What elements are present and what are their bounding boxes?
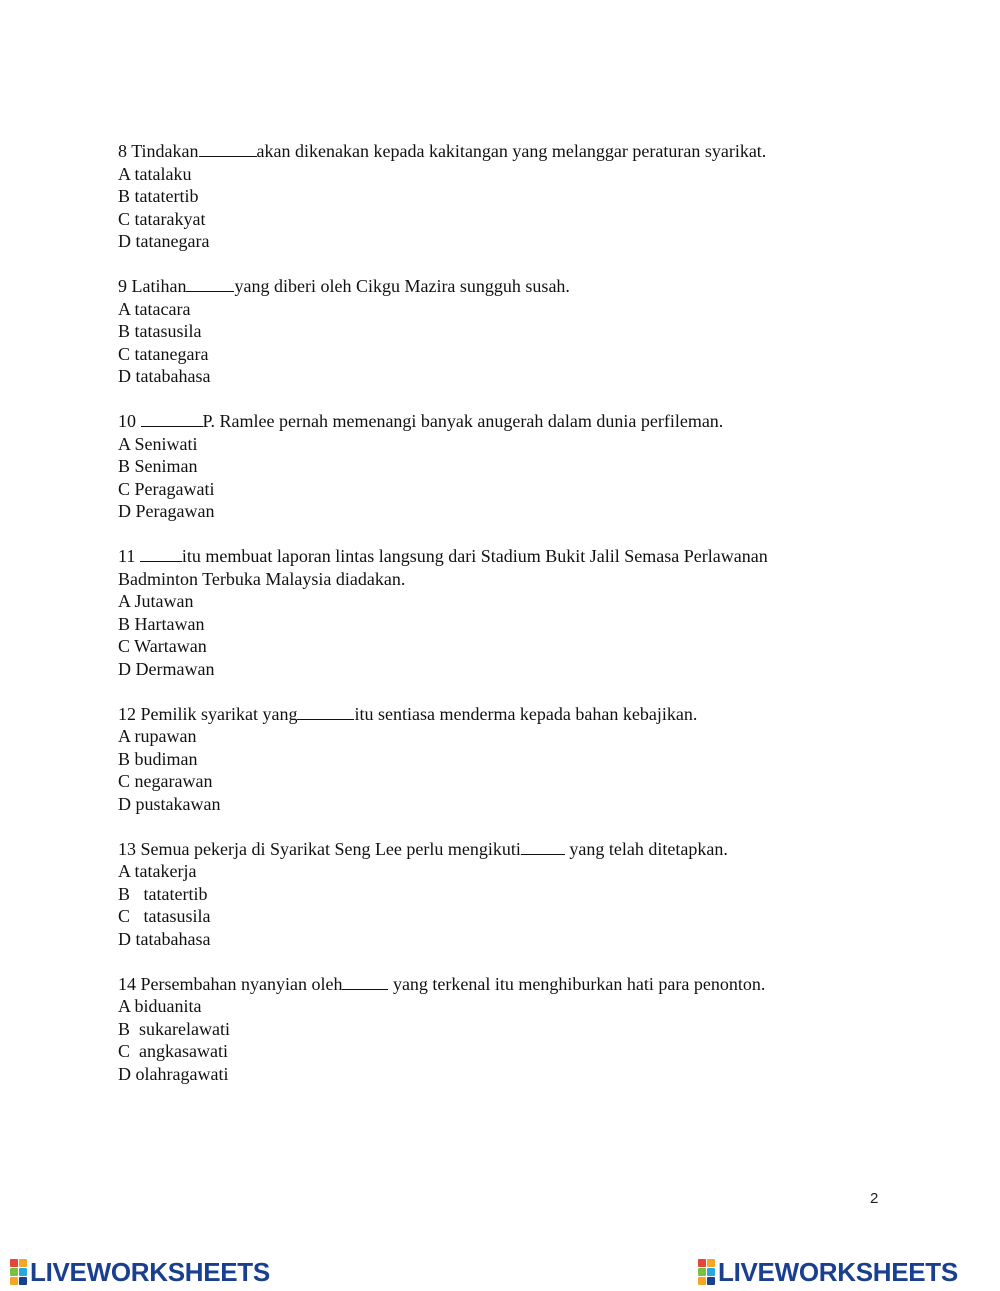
logo-square <box>10 1277 18 1285</box>
logo-square <box>707 1259 715 1267</box>
question-text-after-blank: itu membuat laporan lintas langsung dari Stadium Bukit Jalil Semasa Perlawanan <box>181 546 768 566</box>
answer-blank[interactable] <box>140 547 182 562</box>
logo-square <box>698 1268 706 1276</box>
liveworksheets-logo-icon <box>698 1259 715 1285</box>
answer-option[interactable]: B tatatertib <box>118 186 199 206</box>
liveworksheets-logo-icon <box>10 1259 27 1285</box>
answer-option[interactable]: D pustakawan <box>118 793 221 814</box>
question-text-after-blank: akan dikenakan kepada kakitangan yang melanggar peraturan syarikat. <box>256 141 767 161</box>
answer-option[interactable]: C tatasusila <box>118 906 211 926</box>
logo-square <box>698 1277 706 1285</box>
question-8 <box>118 140 878 253</box>
answer-option[interactable]: D olahragawati <box>118 1063 229 1084</box>
answer-option[interactable]: B sukarelawati <box>118 1018 230 1039</box>
logo-square <box>19 1268 27 1276</box>
answer-option[interactable]: B budiman <box>118 748 198 769</box>
answer-option[interactable]: B tatasusila <box>118 321 202 341</box>
question-text <box>118 410 878 433</box>
question-text-after-blank: P. Ramlee pernah memenangi banyak anugerah dalam dunia perfileman. <box>202 411 724 431</box>
answer-option[interactable]: A biduanita <box>118 996 202 1016</box>
answer-blank[interactable] <box>342 975 388 990</box>
logo-square <box>19 1277 27 1285</box>
question-number: 9 <box>118 276 127 296</box>
question-11 <box>118 545 878 680</box>
answer-option[interactable]: D Dermawan <box>118 658 215 679</box>
answer-blank[interactable] <box>521 840 565 855</box>
question-10 <box>118 410 878 523</box>
question-text <box>118 140 878 163</box>
question-text-after-blank: yang diberi oleh Cikgu Mazira sungguh susah. <box>234 276 570 296</box>
answer-option[interactable]: A rupawan <box>118 726 197 746</box>
brand-text-left: LIVEWORKSHEETS <box>30 1257 270 1287</box>
question-text-after-blank: yang terkenal itu menghiburkan hati para penonton. <box>388 973 766 994</box>
brand-text-right: LIVEWORKSHEETS <box>718 1257 958 1287</box>
question-number: 13 <box>118 838 136 859</box>
logo-square <box>10 1259 18 1267</box>
question-12 <box>118 703 878 816</box>
question-number: 11 <box>118 546 136 566</box>
answer-option[interactable]: A tatalaku <box>118 163 192 184</box>
question-number: 10 <box>118 411 136 431</box>
answer-option[interactable]: D tatabahasa <box>118 928 211 949</box>
answer-option[interactable]: C Peragawati <box>118 478 215 499</box>
question-text-before-blank: Latihan <box>131 276 187 296</box>
liveworksheets-logo-right <box>698 1258 958 1286</box>
question-text <box>118 973 878 996</box>
logo-square <box>698 1259 706 1267</box>
answer-option[interactable]: C angkasawati <box>118 1041 228 1061</box>
logo-square <box>707 1277 715 1285</box>
logo-square <box>19 1259 27 1267</box>
question-number: 14 <box>118 973 136 994</box>
answer-blank[interactable] <box>297 705 354 720</box>
answer-option[interactable]: D tatanegara <box>118 231 210 251</box>
answer-option[interactable]: C tatarakyat <box>118 208 206 229</box>
question-14 <box>118 973 878 1086</box>
question-text-after-blank: itu sentiasa menderma kepada bahan kebajikan. <box>354 703 698 724</box>
question-text <box>118 838 878 861</box>
question-text-continuation: Badminton Terbuka Malaysia diadakan. <box>118 568 406 589</box>
answer-blank[interactable] <box>141 412 203 427</box>
answer-option[interactable]: A Jutawan <box>118 591 194 611</box>
question-text <box>118 703 878 726</box>
question-number: 8 <box>118 141 127 161</box>
answer-option[interactable]: A tatakerja <box>118 861 197 881</box>
question-list <box>118 140 878 1108</box>
answer-option[interactable]: D Peragawan <box>118 501 215 521</box>
question-text-before-blank: Persembahan nyanyian oleh <box>140 973 343 994</box>
answer-option[interactable]: C Wartawan <box>118 636 207 656</box>
answer-blank[interactable] <box>186 277 234 292</box>
question-number: 12 <box>118 703 136 724</box>
logo-square <box>707 1268 715 1276</box>
answer-option[interactable]: C negarawan <box>118 771 213 791</box>
question-text-before-blank: Tindakan <box>131 141 199 161</box>
answer-option[interactable]: B Seniman <box>118 456 198 476</box>
question-text-before-blank: Pemilik syarikat yang <box>140 703 298 724</box>
liveworksheets-logo-left <box>10 1258 270 1286</box>
answer-option[interactable]: A Seniwati <box>118 433 198 454</box>
answer-option[interactable]: C tatanegara <box>118 343 209 364</box>
answer-option[interactable]: A tatacara <box>118 298 191 319</box>
question-text <box>118 545 878 568</box>
question-9 <box>118 275 878 388</box>
answer-option[interactable]: B tatatertib <box>118 883 208 904</box>
question-text <box>118 275 878 298</box>
answer-option[interactable]: B Hartawan <box>118 613 205 634</box>
answer-option[interactable]: D tatabahasa <box>118 366 211 386</box>
question-text-before-blank: Semua pekerja di Syarikat Seng Lee perlu mengikuti <box>140 838 521 859</box>
page-number: 2 <box>870 1190 879 1207</box>
answer-blank[interactable] <box>199 142 257 157</box>
logo-square <box>10 1268 18 1276</box>
question-text-after-blank: yang telah ditetapkan. <box>564 838 728 859</box>
question-13 <box>118 838 878 951</box>
